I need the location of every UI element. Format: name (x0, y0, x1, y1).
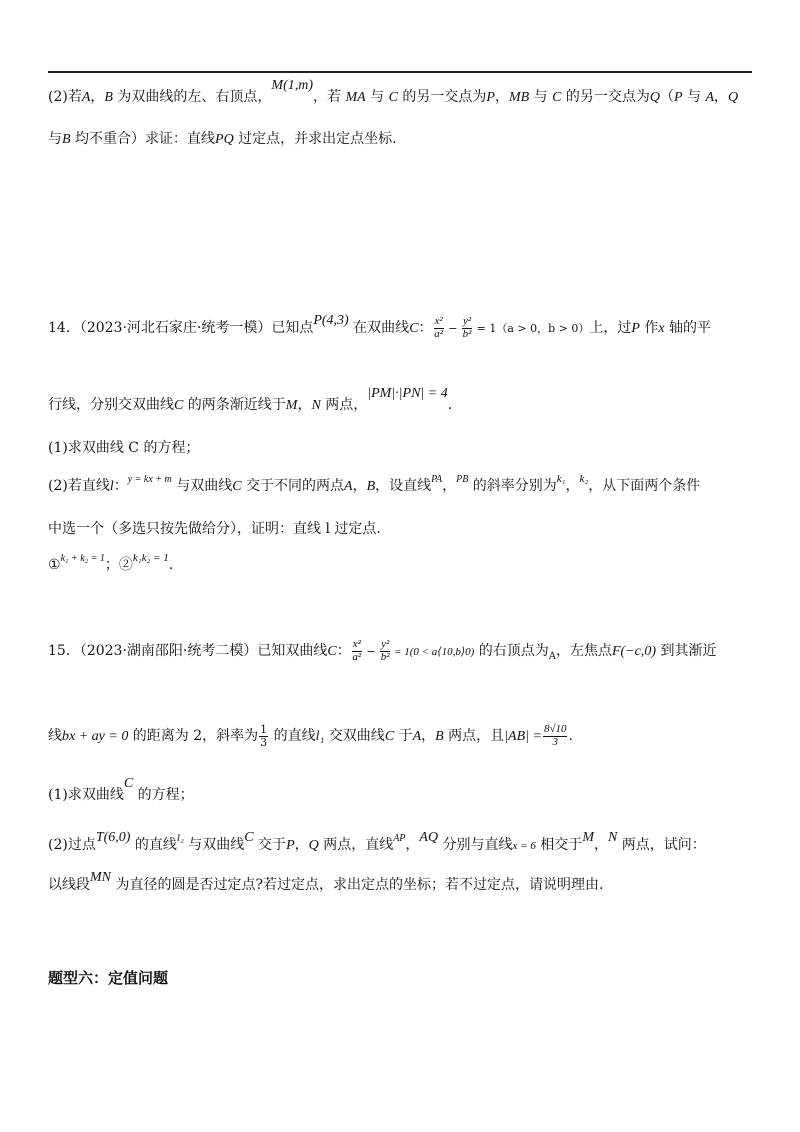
text: 的直线 (130, 837, 177, 853)
line-PB: PB (456, 474, 469, 485)
var: C (388, 90, 398, 105)
text: 的方程； (133, 787, 194, 803)
numerator: x² (434, 315, 443, 327)
text: 均不重合）求证：直线 (70, 131, 216, 147)
fraction-x (352, 639, 362, 663)
text: (2)若 (48, 89, 82, 105)
text: 相交于 (535, 837, 583, 853)
question-header: 15．（2023·湖南邵阳·统考二模）已知双曲线 (48, 643, 328, 660)
equation-rhs: = 1 (473, 322, 497, 336)
numerator: x² (352, 638, 361, 650)
q15-part2-line1 (48, 830, 706, 853)
condition-2: k₁k₂ = 1 (132, 552, 169, 564)
line-l2: l₂ (176, 832, 184, 844)
var: B (104, 90, 113, 105)
line-equation: y = kx + m (127, 474, 172, 485)
var: M (285, 398, 298, 413)
text: 的直线 (269, 728, 316, 745)
var: PQ (215, 132, 234, 147)
line-l1: l₁ (315, 729, 325, 745)
text: 交于不同的两点 (241, 478, 345, 494)
var: P (674, 90, 683, 105)
text: 在双曲线 (348, 320, 410, 337)
line-x6: x = 6 (512, 840, 536, 852)
text: 上，过 (589, 320, 632, 337)
text: 与 (365, 89, 389, 105)
text: ， (405, 837, 420, 853)
text: 以线段 (48, 877, 90, 893)
numerator: 8√10 (543, 723, 567, 735)
var: C (552, 90, 562, 105)
text: ，若 (313, 89, 346, 105)
q13-part2-line1 (48, 78, 739, 105)
q15-line1 (48, 639, 716, 663)
text: ， (90, 89, 105, 105)
text: ，左焦点 (555, 643, 612, 660)
numerator: y² (462, 315, 472, 327)
var: A (412, 729, 422, 745)
var: MB (508, 90, 530, 105)
q14-part2-line2 (48, 522, 381, 536)
text: 的距离为 2，斜率为 (128, 728, 259, 745)
var: Q (649, 90, 661, 105)
var: B (62, 132, 71, 147)
equation-rhs: = 1(0 < a⟨10,b⟩0) (391, 646, 475, 659)
text: （ (660, 89, 675, 105)
point-N: N (607, 830, 618, 845)
numerator: y² (381, 638, 390, 650)
fraction-y (462, 316, 472, 340)
q15-part1 (48, 776, 194, 803)
text: ， (714, 89, 729, 105)
text: (2)若直线 (48, 478, 110, 494)
var: A (548, 651, 556, 663)
denominator: a² (434, 327, 444, 340)
subquestion-1: (1)求双曲线 C 的方程； (48, 440, 200, 456)
q13-part2-line2 (48, 132, 397, 147)
var: C (232, 479, 242, 494)
var: P (631, 321, 640, 337)
option-1-marker: ① (48, 557, 61, 573)
denominator: b² (380, 650, 390, 663)
var: Q (728, 90, 739, 105)
text: ，从下面两个条件 (588, 478, 701, 494)
segment-MN: MN (90, 870, 111, 885)
text: ： (418, 320, 433, 337)
var: x (658, 321, 665, 337)
var: l (109, 479, 114, 494)
text: 两点，试问： (617, 837, 706, 853)
text: 为直径的圆是否过定点?若过定点，求出定点的坐标；若不过定点，请说明理由. (111, 877, 604, 893)
text: 与 (48, 131, 62, 147)
q14-line1 (48, 313, 712, 340)
var: A (81, 90, 91, 105)
var: C (384, 729, 395, 745)
q14-line2 (48, 386, 453, 413)
text: 两点，且 (443, 728, 505, 745)
var: C (327, 644, 337, 660)
fraction-y (380, 639, 390, 663)
text: 的另一交点为 (397, 89, 487, 105)
text: 中选一个（多选只按先做给分），证明：直线 l 过定点. (48, 521, 381, 537)
text: 两点，直线 (318, 837, 394, 853)
text: ，设直线 (375, 478, 432, 494)
text: 行线，分别交双曲线 (48, 397, 174, 413)
text: 的斜率分别为 (468, 478, 557, 494)
q14-options (48, 552, 174, 573)
var: C (244, 830, 254, 845)
text: 交双曲线 (324, 728, 385, 745)
text: 轴的平 (664, 320, 712, 337)
line-AQ: AQ (419, 830, 439, 845)
text: 与 (529, 89, 553, 105)
option-2-marker: ；② (104, 557, 133, 573)
point-F: F(−c,0) (611, 644, 657, 660)
var: B (435, 729, 444, 745)
text: ， (421, 728, 436, 745)
text: . (168, 557, 174, 573)
condition-1: k₁ + k₂ = 1 (60, 553, 105, 564)
var: A (344, 479, 353, 494)
condition: （a > 0，b > 0） (496, 322, 590, 336)
var: N (311, 398, 321, 413)
text: 与 (682, 89, 706, 105)
numerator: 1 (260, 723, 268, 736)
var: C (409, 321, 419, 337)
text: 为双曲线的左、右顶点， (112, 89, 272, 105)
point-M: M (582, 830, 594, 845)
text: (2)过点 (48, 837, 96, 853)
question-header: 14．（2023·河北石家庄·统考一模）已知点 (48, 320, 314, 337)
text: . (568, 728, 573, 745)
q14-part1 (48, 441, 199, 455)
text: 的两条渐近线于 (183, 397, 286, 413)
fraction-x (434, 316, 444, 340)
text: 作 (639, 320, 659, 337)
text: 的右顶点为 (474, 643, 549, 660)
var: C (174, 398, 184, 413)
text: ： (336, 643, 351, 660)
slope-k1: k₁ (556, 473, 566, 485)
operator: − (362, 645, 380, 659)
text: 交于 (253, 837, 287, 853)
text: 的另一交点为 (561, 89, 650, 105)
asymptote-equation: bx + ay = 0 (62, 729, 129, 745)
var: B (366, 479, 376, 494)
section-heading: 题型六：定值问题 (48, 969, 169, 987)
point-T: T(6,0) (95, 830, 131, 845)
var: C (123, 776, 134, 791)
fraction-slope (259, 724, 268, 748)
var: P (486, 90, 495, 105)
point-P: P(4,3) (313, 313, 349, 329)
text: 线 (48, 728, 62, 745)
denominator: a² (352, 650, 362, 663)
text: ， (565, 478, 580, 494)
text: ， (352, 478, 367, 494)
text: ， (294, 837, 309, 853)
line-PA: PA (431, 474, 443, 485)
denominator: b² (462, 327, 472, 340)
text: 分别与直线 (438, 837, 513, 853)
fraction-length (543, 724, 568, 748)
var: A (705, 90, 715, 105)
var: Q (308, 838, 319, 853)
chord-length: |AB| = (504, 729, 542, 745)
text: ， (297, 397, 312, 413)
text: 到其渐近 (656, 643, 717, 660)
var: P (286, 838, 295, 853)
q15-line2 (48, 724, 573, 748)
denominator: 3 (552, 735, 558, 748)
text: 两点， (320, 397, 368, 413)
q15-part2-line2 (48, 870, 604, 893)
text: ， (593, 837, 608, 853)
text: 与双曲线 (183, 837, 245, 853)
line-AP: AP (393, 833, 406, 844)
text: . (447, 397, 453, 413)
text: ， (442, 478, 457, 494)
var: MA (345, 90, 366, 105)
slope-k2: k₂ (579, 473, 589, 485)
operator: − (444, 322, 461, 336)
denominator: 3 (260, 735, 268, 749)
q14-part2-line1 (48, 473, 701, 494)
text: 于 (394, 728, 413, 745)
point-M: M(1,m) (271, 78, 314, 93)
text: 过定点，并求出定点坐标. (233, 131, 397, 147)
text: (1)求双曲线 (48, 787, 124, 803)
text: 与双曲线 (171, 478, 233, 494)
text: ： (113, 478, 128, 494)
header-rule (48, 71, 752, 73)
text: ， (494, 89, 509, 105)
product-condition: |PM|·|PN| = 4 (367, 386, 448, 401)
